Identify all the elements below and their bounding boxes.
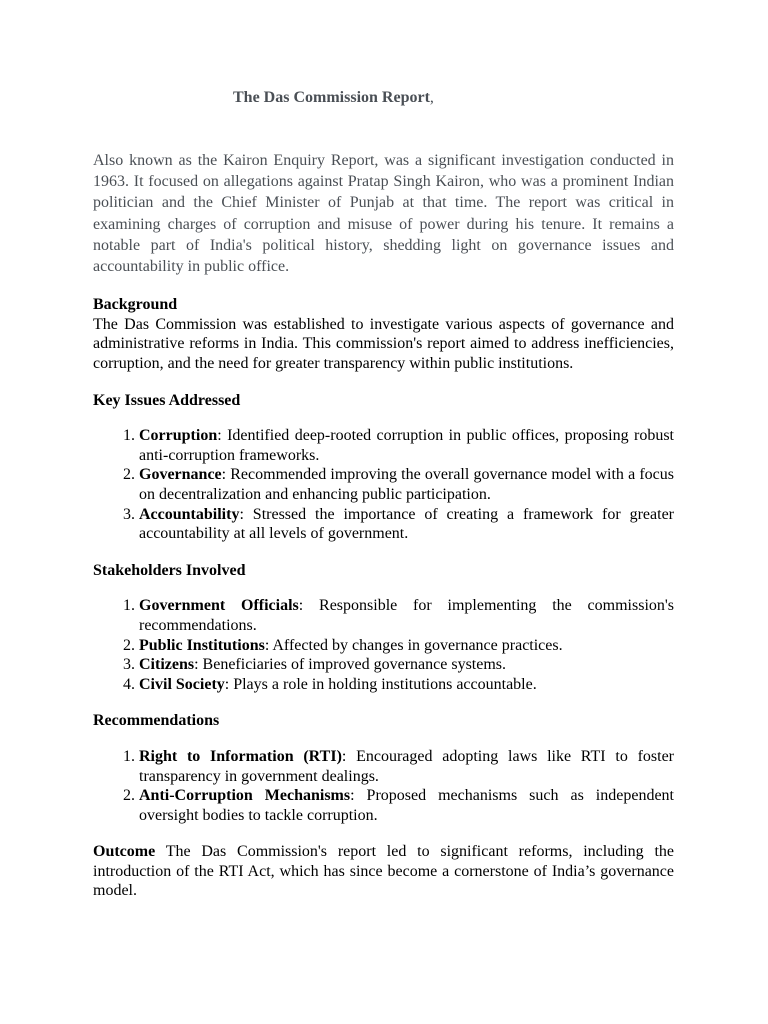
list-item-term: Government Officials — [139, 597, 299, 615]
list-item — [139, 747, 674, 786]
list-item — [139, 465, 674, 504]
document-page — [93, 88, 674, 901]
list-item — [139, 636, 674, 656]
outcome-text: The Das Commission's report led to significant reforms, including the introduction of the RTI Act, which has since become a cornerstone of India’s governance model. — [93, 843, 674, 900]
list-item-term: Governance — [139, 466, 222, 484]
key-issues-list — [93, 426, 674, 544]
key-issues-heading: Key Issues Addressed — [93, 391, 241, 409]
list-item-text: : Encouraged adopting laws like RTI to foster transparency in government dealings. — [139, 747, 674, 785]
intro-paragraph: Also known as the Kairon Enquiry Report, was a significant investigation conducted in 1963. It focused on allegations against Pratap Singh Kairon, who was a prominent Indian politician and the Chief Minister of Punjab at that time. The report was critical in examining charges of corruption and misuse of power during his tenure. It remains a notable part of India's political history, shedding light on governance issues and accountability in public office. — [93, 152, 674, 276]
list-item-text: : Recommended improving the overall governance model with a focus on decentralization and enhancing public participation. — [139, 466, 674, 503]
document-title — [233, 88, 674, 108]
list-item-term: Anti-Corruption Mechanisms — [139, 787, 351, 805]
list-item-term: Corruption — [139, 427, 218, 445]
list-item-text: : Responsible for implementing the commission's recommendations. — [139, 597, 675, 634]
list-item — [139, 505, 674, 544]
list-item — [139, 675, 674, 695]
title-suffix: , — [429, 89, 434, 106]
list-item — [139, 426, 674, 465]
background-heading: Background — [93, 296, 178, 314]
stakeholders-list — [93, 596, 674, 694]
recommendations-list — [93, 747, 674, 825]
list-item — [139, 786, 674, 825]
list-item-term: Civil Society — [139, 675, 225, 693]
outcome-paragraph — [93, 842, 674, 901]
outcome-label: Outcome — [93, 843, 156, 861]
background-paragraph: The Das Commission was established to investigate various aspects of governance and administrative reforms in India. This commission's report aimed to address inefficiencies, corruption, and the need for greater transparency within public institutions. — [93, 315, 674, 372]
stakeholders-heading: Stakeholders Involved — [93, 561, 246, 579]
list-item-text: : Stressed the importance of creating a framework for greater accountability at all levels of government. — [139, 505, 674, 543]
list-item-text: : Plays a role in holding institutions accountable. — [224, 675, 537, 693]
list-item — [139, 655, 674, 675]
list-item-term: Accountability — [139, 505, 240, 523]
list-item-text: : Identified deep-rooted corruption in public offices, proposing robust anti-corruption frameworks. — [139, 427, 674, 464]
list-item-term: Citizens — [139, 656, 195, 674]
list-item-term: Public Institutions — [139, 636, 265, 654]
title-main: The Das Commission Report — [233, 89, 430, 106]
list-item-text: : Affected by changes in governance practices. — [264, 636, 563, 654]
list-item — [139, 596, 674, 635]
recommendations-heading: Recommendations — [93, 712, 220, 730]
list-item-term: Right to Information (RTI) — [139, 747, 342, 765]
list-item-text: : Beneficiaries of improved governance systems. — [194, 656, 507, 674]
list-item-text: : Proposed mechanisms such as independent oversight bodies to tackle corruption. — [139, 787, 675, 824]
